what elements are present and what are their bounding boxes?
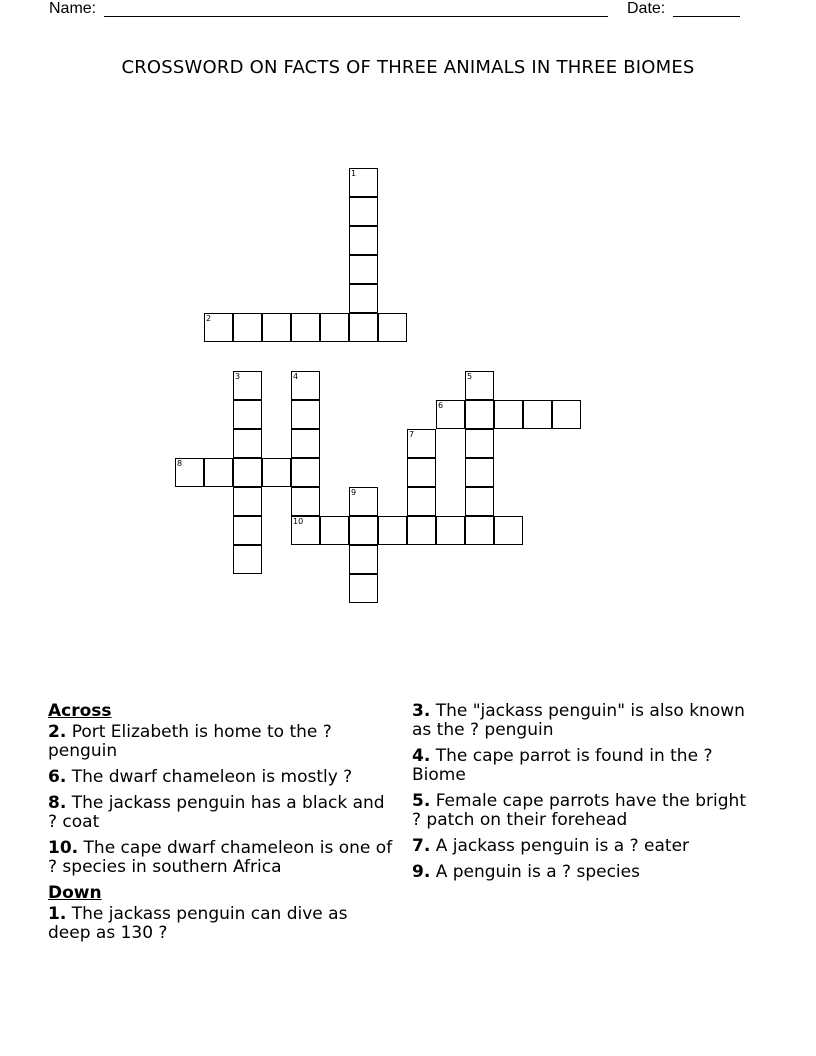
grid-cell[interactable] <box>349 197 378 226</box>
page-title: CROSSWORD ON FACTS OF THREE ANIMALS IN THREE BIOMES <box>121 57 695 78</box>
clue-number: 9. <box>412 862 431 882</box>
grid-cell[interactable] <box>233 487 262 516</box>
grid-cell[interactable] <box>407 458 436 487</box>
grid-cell[interactable] <box>349 168 378 197</box>
clue-number: 6. <box>48 767 67 787</box>
clue-text: The cape parrot is found in the ? Biome <box>412 746 713 785</box>
grid-cell[interactable] <box>349 226 378 255</box>
clue-number-label: 9 <box>351 488 357 497</box>
grid-cell[interactable] <box>320 516 349 545</box>
clue-number: 3. <box>412 701 431 721</box>
grid-cell[interactable] <box>233 516 262 545</box>
grid-cell[interactable] <box>407 516 436 545</box>
date-field[interactable] <box>673 16 740 17</box>
across-heading: Across <box>48 701 112 721</box>
clue-text: Port Elizabeth is home to the ? penguin <box>48 722 332 761</box>
clue-across-10 <box>48 839 393 877</box>
grid-cell[interactable] <box>349 574 378 603</box>
clue-across-2 <box>48 723 393 761</box>
grid-cell[interactable] <box>291 400 320 429</box>
clue-number-label: 1 <box>351 169 357 178</box>
grid-cell[interactable] <box>523 400 552 429</box>
grid-cell[interactable] <box>233 400 262 429</box>
grid-cell[interactable] <box>291 516 320 545</box>
grid-cell[interactable] <box>436 400 465 429</box>
clue-across-8 <box>48 794 393 832</box>
grid-cell[interactable] <box>175 458 204 487</box>
grid-cell[interactable] <box>465 458 494 487</box>
clue-text: Female cape parrots have the bright ? patch on their forehead <box>412 791 746 830</box>
grid-cell[interactable] <box>233 545 262 574</box>
clue-number-label: 6 <box>438 401 444 410</box>
grid-cell[interactable] <box>262 458 291 487</box>
clue-text: A penguin is a ? species <box>430 862 640 882</box>
clue-number: 5. <box>412 791 431 811</box>
grid-cell[interactable] <box>291 429 320 458</box>
grid-cell[interactable] <box>378 516 407 545</box>
clue-number: 4. <box>412 746 431 766</box>
clue-number-label: 4 <box>293 372 299 381</box>
grid-cell[interactable] <box>349 487 378 516</box>
clue-text: The cape dwarf chameleon is one of ? species in southern Africa <box>48 838 393 877</box>
grid-cell[interactable] <box>407 429 436 458</box>
clue-number-label: 10 <box>293 517 304 526</box>
clue-number-label: 8 <box>177 459 183 468</box>
grid-cell[interactable] <box>465 400 494 429</box>
name-label: Name: <box>49 0 97 17</box>
clues-column-left <box>48 702 393 950</box>
grid-cell[interactable] <box>436 516 465 545</box>
clue-text: The "jackass penguin" is also known as the ? penguin <box>412 701 745 740</box>
grid-cell[interactable] <box>349 313 378 342</box>
clue-across-6 <box>48 768 393 787</box>
grid-cell[interactable] <box>349 545 378 574</box>
date-label: Date: <box>627 0 666 17</box>
clue-down-5 <box>412 792 757 830</box>
clue-number-label: 5 <box>467 372 473 381</box>
clue-number-label: 7 <box>409 430 415 439</box>
clue-number: 8. <box>48 793 67 813</box>
grid-cell[interactable] <box>349 284 378 313</box>
grid-cell[interactable] <box>233 371 262 400</box>
grid-cell[interactable] <box>465 371 494 400</box>
grid-cell[interactable] <box>465 487 494 516</box>
clue-text: A jackass penguin is a ? eater <box>430 836 690 856</box>
grid-cell[interactable] <box>494 400 523 429</box>
grid-cell[interactable] <box>407 487 436 516</box>
clue-number: 10. <box>48 838 79 858</box>
clue-number-label: 3 <box>235 372 241 381</box>
grid-cell[interactable] <box>320 313 349 342</box>
clue-number: 1. <box>48 904 67 924</box>
clue-down-4 <box>412 747 757 785</box>
clue-text: The jackass penguin can dive as deep as 130 ? <box>48 904 348 943</box>
grid-cell[interactable] <box>291 487 320 516</box>
clue-text: The jackass penguin has a black and ? coat <box>48 793 385 832</box>
clue-down-1 <box>48 905 393 943</box>
grid-cell[interactable] <box>465 516 494 545</box>
grid-cell[interactable] <box>552 400 581 429</box>
header <box>0 0 816 24</box>
grid-cell[interactable] <box>233 429 262 458</box>
grid-cell[interactable] <box>291 313 320 342</box>
grid-cell[interactable] <box>233 458 262 487</box>
clue-number: 2. <box>48 722 67 742</box>
clue-down-7 <box>412 837 757 856</box>
clue-text: The dwarf chameleon is mostly ? <box>66 767 353 787</box>
grid-cell[interactable] <box>291 371 320 400</box>
clue-down-3 <box>412 702 757 740</box>
grid-cell[interactable] <box>262 313 291 342</box>
name-field[interactable] <box>104 16 608 17</box>
grid-cell[interactable] <box>349 255 378 284</box>
clue-down-9 <box>412 863 757 882</box>
grid-cell[interactable] <box>204 458 233 487</box>
grid-cell[interactable] <box>494 516 523 545</box>
clue-number-label: 2 <box>206 314 212 323</box>
grid-cell[interactable] <box>465 429 494 458</box>
clues-column-right <box>412 702 757 889</box>
grid-cell[interactable] <box>349 516 378 545</box>
grid-cell[interactable] <box>233 313 262 342</box>
grid-cell[interactable] <box>291 458 320 487</box>
clue-number: 7. <box>412 836 431 856</box>
down-heading: Down <box>48 883 102 903</box>
grid-cell[interactable] <box>204 313 233 342</box>
grid-cell[interactable] <box>378 313 407 342</box>
